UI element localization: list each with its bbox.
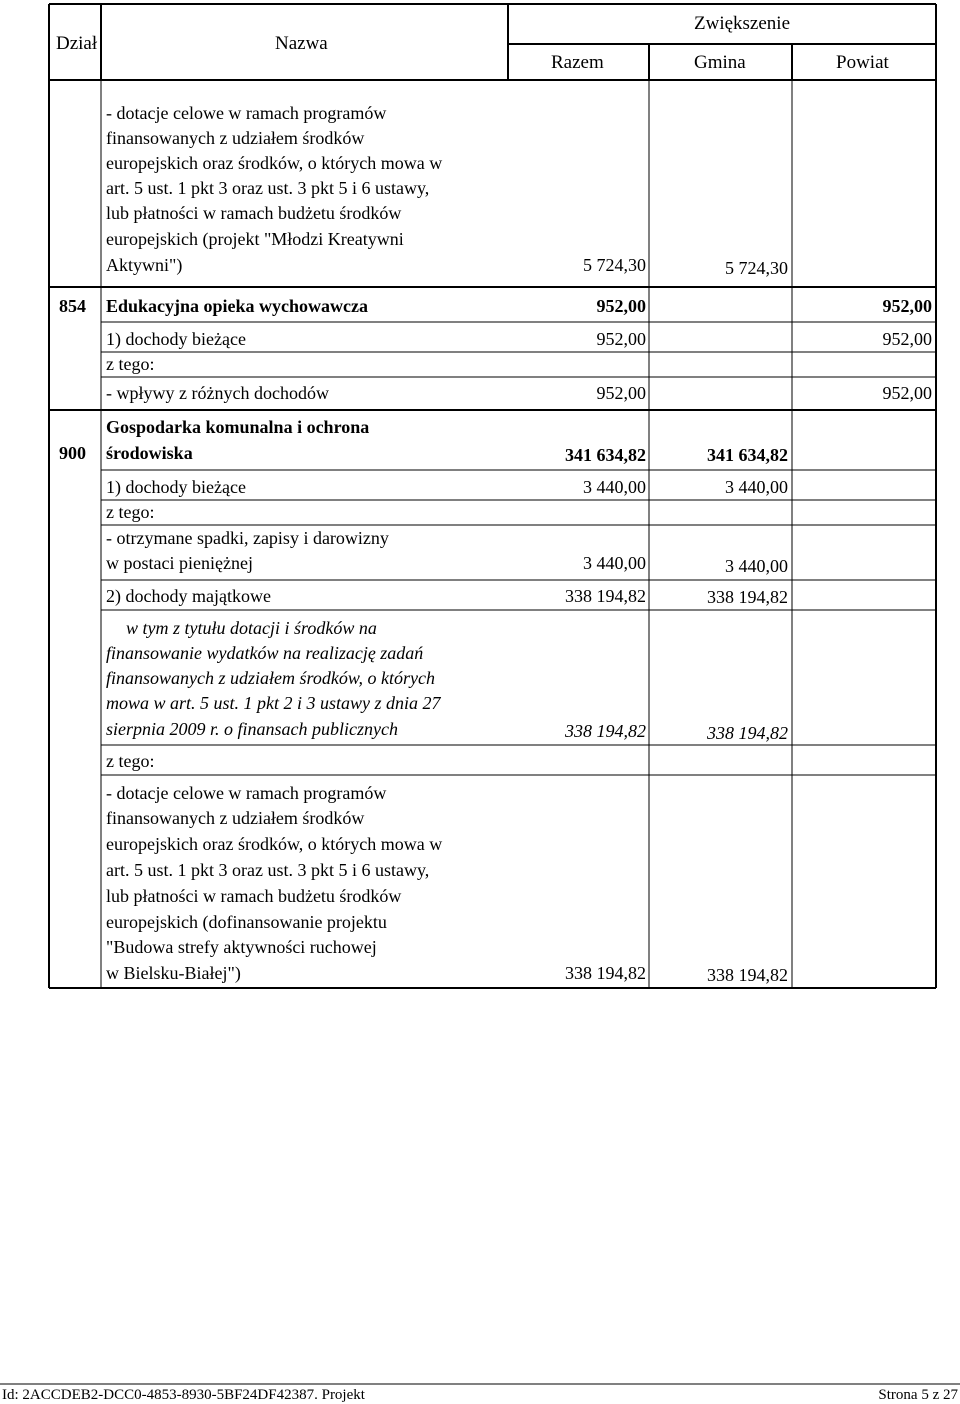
razem-value: 5 724,30 bbox=[583, 255, 646, 275]
row-name-line: europejskich (projekt "Młodzi Kreatywni bbox=[106, 229, 404, 249]
powiat-value: 952,00 bbox=[882, 296, 932, 316]
row-name-line: "Budowa strefy aktywności ruchowej bbox=[106, 937, 377, 957]
row-name-line: lub płatności w ramach budżetu środków bbox=[106, 203, 402, 223]
header-powiat: Powiat bbox=[836, 52, 889, 73]
document-id: Id: 2ACCDEB2-DCC0-4853-8930-5BF24DF42387. Projekt bbox=[2, 1387, 365, 1403]
gmina-value: 3 440,00 bbox=[725, 477, 788, 497]
razem-value: 3 440,00 bbox=[583, 553, 646, 573]
row-name-line: finansowanych z udziałem środków bbox=[106, 808, 365, 828]
razem-value: 338 194,82 bbox=[565, 586, 646, 606]
header-razem: Razem bbox=[551, 52, 604, 73]
row-name-line: europejskich (dofinansowanie projektu bbox=[106, 912, 387, 932]
row-name-line: lub płatności w ramach budżetu środków bbox=[106, 886, 402, 906]
section-title: Edukacyjna opieka wychowawcza bbox=[106, 296, 369, 316]
row-name-line: - otrzymane spadki, zapisy i darowizny bbox=[106, 528, 389, 548]
row-name-line: w Bielsku-Białej") bbox=[106, 963, 241, 983]
header-zwiekszenie: Zwiększenie bbox=[694, 13, 791, 34]
row-name: z tego: bbox=[106, 751, 155, 771]
header-dzial: Dział bbox=[56, 33, 98, 54]
section-title-line: środowiska bbox=[106, 443, 193, 463]
gmina-value: 3 440,00 bbox=[725, 556, 788, 576]
row-name: - wpływy z różnych dochodów bbox=[106, 383, 329, 403]
powiat-value: 952,00 bbox=[882, 329, 932, 349]
row-name-line: Aktywni") bbox=[106, 255, 183, 275]
row-name-line: w tym z tytułu dotacji i środków na bbox=[126, 618, 377, 638]
row-name-line: - dotacje celowe w ramach programów bbox=[106, 103, 387, 123]
row-name: 1) dochody bieżące bbox=[106, 329, 246, 349]
razem-value: 338 194,82 bbox=[565, 721, 646, 741]
row-name: z tego: bbox=[106, 354, 155, 374]
razem-value: 3 440,00 bbox=[583, 477, 646, 497]
row-name-line: sierpnia 2009 r. o finansach publicznych bbox=[106, 719, 398, 739]
row-name-line: - dotacje celowe w ramach programów bbox=[106, 783, 387, 803]
razem-value: 952,00 bbox=[596, 296, 646, 316]
row-name-line: finansowanych z udziałem środków, o których bbox=[106, 668, 435, 688]
row-name: 1) dochody bieżące bbox=[106, 477, 246, 497]
page-number: Strona 5 z 27 bbox=[878, 1387, 958, 1403]
dzial-code: 900 bbox=[59, 443, 86, 463]
gmina-value: 338 194,82 bbox=[707, 965, 788, 985]
row-name-line: europejskich oraz środków, o których mowa w bbox=[106, 834, 443, 854]
powiat-value: 952,00 bbox=[882, 383, 932, 403]
gmina-value: 338 194,82 bbox=[707, 587, 788, 607]
razem-value: 952,00 bbox=[596, 383, 646, 403]
header-nazwa: Nazwa bbox=[275, 33, 328, 54]
row-name: z tego: bbox=[106, 502, 155, 522]
header-gmina: Gmina bbox=[694, 52, 746, 73]
row-name-line: finansowanych z udziałem środków bbox=[106, 128, 365, 148]
row-name-line: w postaci pieniężnej bbox=[106, 553, 253, 573]
row-name-line: art. 5 ust. 1 pkt 3 oraz ust. 3 pkt 5 i 6 ustawy, bbox=[106, 178, 430, 198]
row-name-line: art. 5 ust. 1 pkt 3 oraz ust. 3 pkt 5 i 6 ustawy, bbox=[106, 860, 430, 880]
razem-value: 341 634,82 bbox=[565, 445, 646, 465]
row-name-line: finansowanie wydatków na realizację zadań bbox=[106, 643, 424, 663]
razem-value: 952,00 bbox=[596, 329, 646, 349]
gmina-value: 338 194,82 bbox=[707, 723, 788, 743]
row-name: 2) dochody majątkowe bbox=[106, 586, 271, 606]
section-title-line: Gospodarka komunalna i ochrona bbox=[106, 417, 370, 437]
row-name-line: mowa w art. 5 ust. 1 pkt 2 i 3 ustawy z dnia 27 bbox=[106, 693, 441, 713]
razem-value: 338 194,82 bbox=[565, 963, 646, 983]
gmina-value: 341 634,82 bbox=[707, 445, 788, 465]
row-name-line: europejskich oraz środków, o których mowa w bbox=[106, 153, 443, 173]
gmina-value: 5 724,30 bbox=[725, 258, 788, 278]
dzial-code: 854 bbox=[59, 296, 86, 316]
